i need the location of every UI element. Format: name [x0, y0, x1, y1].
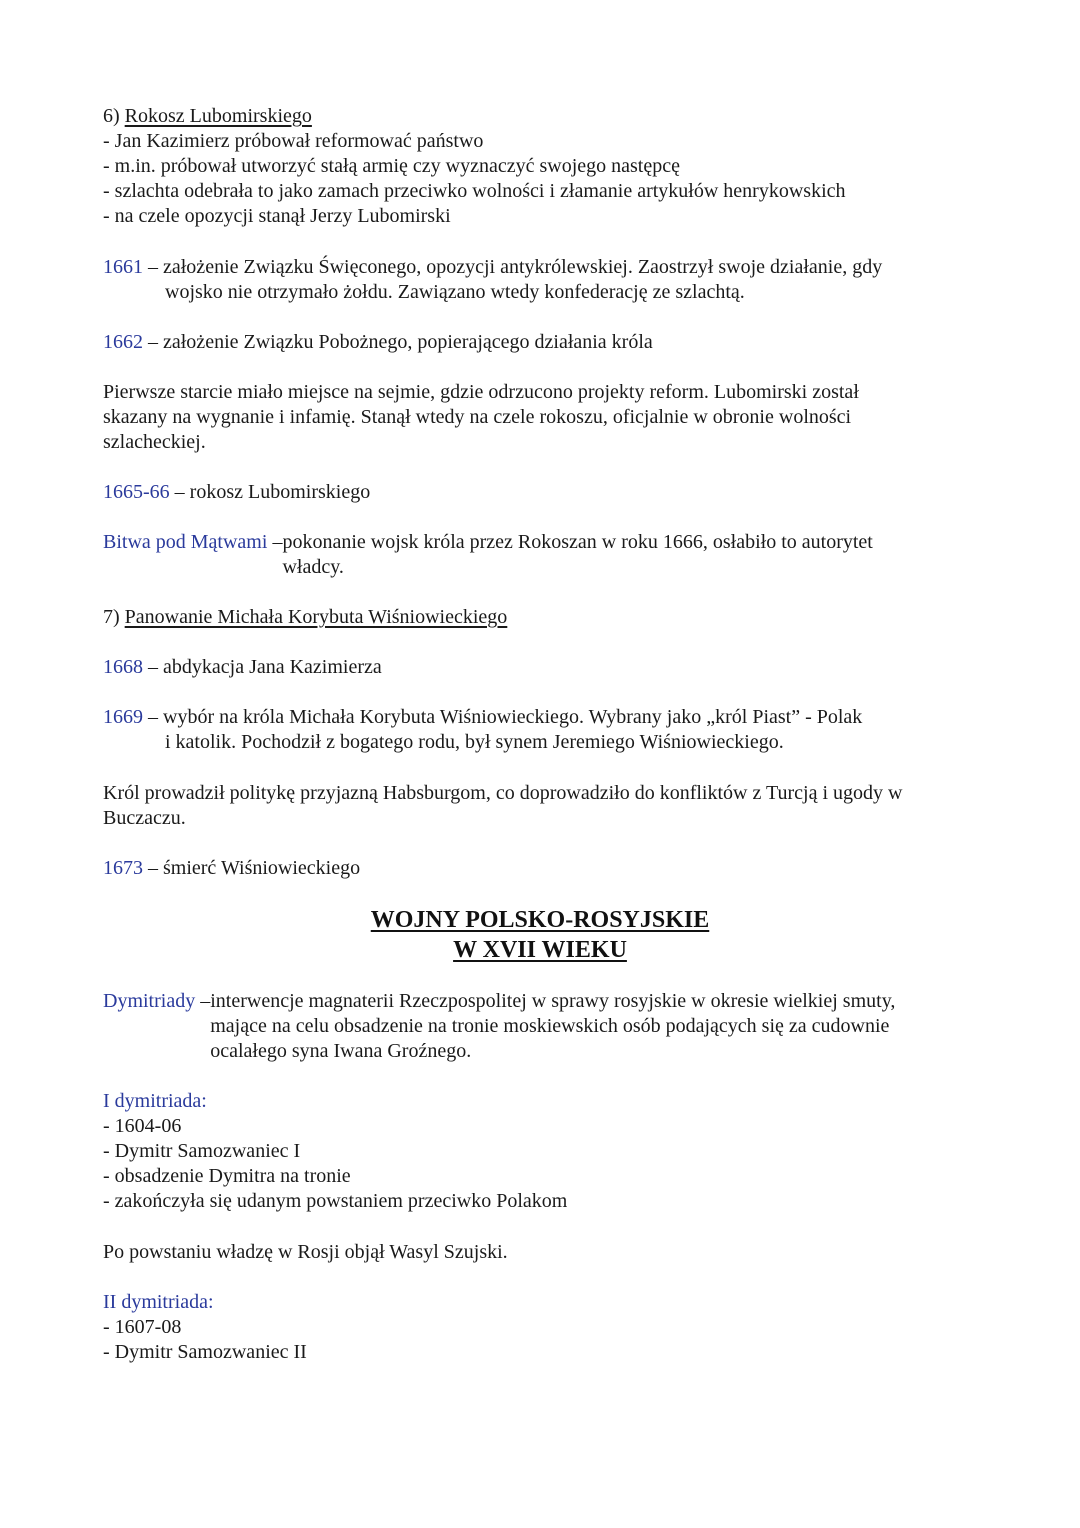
entry-1669: [103, 705, 983, 755]
section-6-title: Rokosz Lubomirskiego: [124, 105, 312, 127]
paragraph-sejm: [103, 380, 983, 455]
definition-body: [210, 989, 983, 1064]
entry-1662: [103, 330, 983, 355]
bullet-item: - szlachta odebrała to jako zamach przeciwko wolności i złamanie artykułów henrykowskich: [103, 180, 846, 202]
section-7-number: 7): [103, 606, 125, 628]
heading-line: WOJNY POLSKO-ROSYJSKIE: [370, 907, 710, 933]
bullet-item: - obsadzenie Dymitra na tronie: [103, 1165, 351, 1187]
definition-term: Dymitriady: [103, 990, 196, 1012]
chapter-heading: [0, 905, 1080, 965]
first-dymitriada: [103, 1089, 983, 1214]
section-7: [103, 605, 983, 630]
section-6-heading: [103, 104, 983, 129]
entry-line: [103, 856, 983, 881]
battle-definition: [103, 530, 983, 580]
definition-line: ocalałego syna Iwana Groźnego.: [210, 1040, 472, 1062]
second-dymitriada-label: II dymitriada:: [103, 1291, 214, 1313]
heading-line: W XVII WIEKU: [453, 937, 627, 963]
entry-1665: [103, 480, 983, 505]
entry-date: 1668: [103, 656, 143, 678]
dymitriady-definition: [103, 989, 983, 1064]
entry-line: [103, 655, 983, 680]
section-7-heading: [103, 605, 983, 630]
bullet-item: - 1604-06: [103, 1115, 182, 1137]
paragraph-line: skazany na wygnanie i infamię. Stanął wtedy na czele rokoszu, oficjalnie w obronie wolności: [103, 406, 852, 428]
entry-1668: [103, 655, 983, 680]
entry-line: [103, 330, 983, 355]
entry-text: – śmierć Wiśniowieckiego: [143, 857, 361, 879]
entry-text: – abdykacja Jana Kazimierza: [143, 656, 382, 678]
bullet-item: - na czele opozycji stanął Jerzy Lubomirski: [103, 205, 451, 227]
first-dymitriada-label: I dymitriada:: [103, 1090, 207, 1112]
entry-date: 1673: [103, 857, 143, 879]
entry-continuation: i katolik. Pochodził z bogatego rodu, był synem Jeremiego Wiśniowieckiego.: [165, 731, 784, 753]
paragraph-line: Po powstaniu władzę w Rosji objął Wasyl Szujski.: [103, 1241, 508, 1263]
definition-row: [103, 989, 983, 1064]
entry-1661: [103, 255, 983, 305]
paragraph-line: szlacheckiej.: [103, 431, 206, 453]
entry-line: [103, 705, 983, 730]
definition-line: interwencje magnaterii Rzeczpospolitej w sprawy rosyjskie w okresie wielkiej smuty,: [210, 990, 896, 1012]
bullet-item: - Jan Kazimierz próbował reformować państwo: [103, 130, 484, 152]
definition-dash: –: [195, 990, 211, 1012]
bullet-item: - Dymitr Samozwaniec I: [103, 1140, 301, 1162]
definition-term: Bitwa pod Mątwami: [103, 531, 268, 553]
entry-1673: [103, 856, 983, 881]
second-dymitriada: [103, 1290, 983, 1365]
entry-line: [103, 255, 983, 280]
section-6-number: 6): [103, 105, 125, 127]
bullet-item: - m.in. próbował utworzyć stałą armię czy wyznaczyć swojego następcę: [103, 155, 680, 177]
definition-line: władcy.: [282, 556, 344, 578]
bullet-item: - zakończyła się udanym powstaniem przeciwko Polakom: [103, 1190, 568, 1212]
section-7-title: Panowanie Michała Korybuta Wiśniowieckiego: [124, 606, 508, 628]
paragraph-habsburg: [103, 781, 983, 831]
definition-line: pokonanie wojsk króla przez Rokoszan w roku 1666, osłabiło to autorytet: [282, 531, 873, 553]
entry-date: 1661: [103, 256, 143, 278]
section-6: [103, 104, 983, 229]
entry-date: 1669: [103, 706, 143, 728]
entry-continuation: wojsko nie otrzymało żołdu. Zawiązano wtedy konfederację ze szlachtą.: [165, 281, 745, 303]
definition-dash: –: [267, 531, 283, 553]
paragraph-line: Król prowadził politykę przyjazną Habsburgom, co doprowadziło do konfliktów z Turcją i ugody w: [103, 782, 903, 804]
bullet-item: - 1607-08: [103, 1316, 182, 1338]
entry-date: 1665-66: [103, 481, 170, 503]
entry-text: – założenie Związku Pobożnego, popierającego działania króla: [143, 331, 653, 353]
bullet-item: - Dymitr Samozwaniec II: [103, 1341, 307, 1363]
definition-line: mające na celu obsadzenie na tronie moskiewskich osób podających się za cudownie: [210, 1015, 890, 1037]
definition-row: [103, 530, 983, 580]
entry-text: – rokosz Lubomirskiego: [169, 481, 371, 503]
paragraph-line: Buczaczu.: [103, 807, 186, 829]
definition-label: [103, 989, 210, 1064]
definition-body: [282, 530, 983, 580]
definition-label: [103, 530, 282, 580]
entry-date: 1662: [103, 331, 143, 353]
entry-text: – założenie Związku Święconego, opozycji antykrólewskiej. Zaostrzył swoje działanie, gdy: [143, 256, 883, 278]
paragraph-szujski: [103, 1240, 983, 1265]
entry-line: [103, 480, 983, 505]
paragraph-line: Pierwsze starcie miało miejsce na sejmie, gdzie odrzucono projekty reform. Lubomirski został: [103, 381, 859, 403]
entry-text: – wybór na króla Michała Korybuta Wiśniowieckiego. Wybrany jako „król Piast” - Polak: [143, 706, 863, 728]
